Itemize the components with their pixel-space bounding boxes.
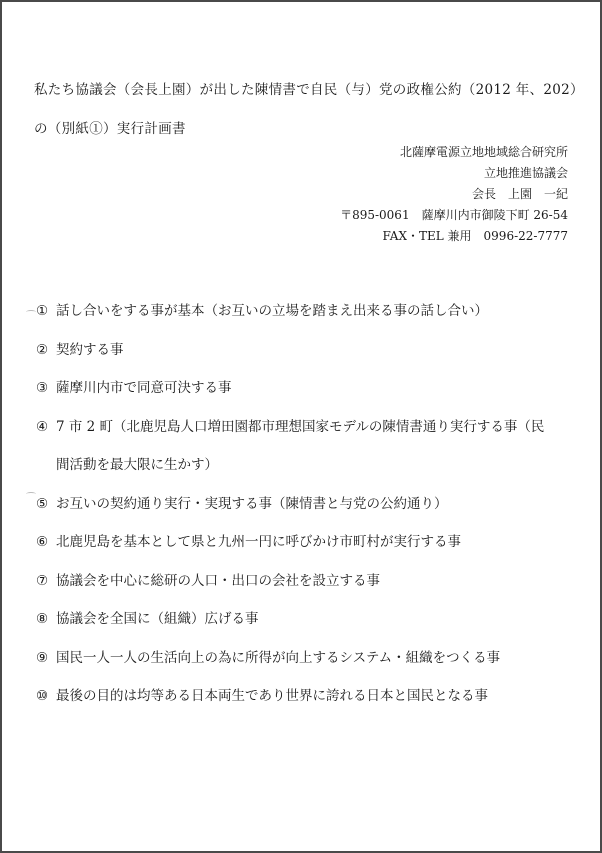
item-text: 契約する事 <box>56 341 124 358</box>
item-text: 最後の目的は均等ある日本両生であり世界に誇れる日本と国民となる事 <box>56 688 488 704</box>
plan-item-list <box>36 292 576 716</box>
plan-item <box>36 639 576 678</box>
item-text: 薩摩川内市で同意可決する事 <box>56 380 232 396</box>
item-number: ② <box>36 341 49 358</box>
item-number: ⑩ <box>36 688 49 704</box>
plan-item <box>36 562 576 601</box>
item-text: 協議会を全国に（組織）広げる事 <box>56 611 259 627</box>
plan-item <box>36 485 576 524</box>
item-text: 話し合いをする事が基本（お互いの立場を踏まえ出来る事の話し合い） <box>56 303 488 319</box>
sender-organization: 北薩摩電源立地地域総合研究所 <box>399 145 568 159</box>
punch-hole-mark <box>26 492 36 496</box>
item-text: 北鹿児島を基本として県と九州一円に呼びかけ市町村が実行する事 <box>56 534 461 550</box>
item-text: 国民一人一人の生活向上の為に所得が向上するシステム・組織をつくる事 <box>56 649 501 666</box>
item-text-continued: 間活動を最大限に生かす） <box>56 457 218 473</box>
sender-contact: FAX・TEL 兼用 0996-22-7777 <box>382 229 568 243</box>
item-text: 7 市 2 町（北鹿児島人口増田園都市理想国家モデルの陳情書通り実行する事（民 <box>56 418 545 435</box>
item-number: ④ <box>36 418 49 435</box>
plan-item <box>36 408 576 485</box>
item-number: ⑥ <box>36 534 49 550</box>
punch-hole-mark <box>26 310 36 314</box>
plan-item <box>36 331 576 370</box>
item-text: 協議会を中心に総研の人口・出口の会社を設立する事 <box>56 572 380 589</box>
sender-block <box>340 142 568 247</box>
item-number: ⑤ <box>36 495 49 512</box>
item-number: ⑧ <box>36 611 49 627</box>
item-number: ① <box>36 303 49 319</box>
plan-item <box>36 369 576 408</box>
plan-item <box>36 677 576 716</box>
sender-chair: 会長 上園 一紀 <box>471 187 568 201</box>
document-title-line-1: 私たち協議会（会長上園）が出した陳情書で自民（与）党の政権公約（2012 年、202） <box>34 82 584 98</box>
sender-address: 〒895-0061 薩摩川内市御陵下町 26-54 <box>340 208 568 222</box>
item-number: ⑦ <box>36 572 49 589</box>
item-number: ⑨ <box>36 649 49 666</box>
plan-item <box>36 600 576 639</box>
plan-item <box>36 523 576 562</box>
document-title-line-2: の（別紙①）実行計画書 <box>34 121 186 137</box>
item-number: ③ <box>36 380 49 396</box>
plan-item <box>36 292 576 331</box>
item-text: お互いの契約通り実行・実現する事（陳情書と与党の公約通り） <box>56 495 448 512</box>
sender-council: 立地推進協議会 <box>483 166 568 180</box>
